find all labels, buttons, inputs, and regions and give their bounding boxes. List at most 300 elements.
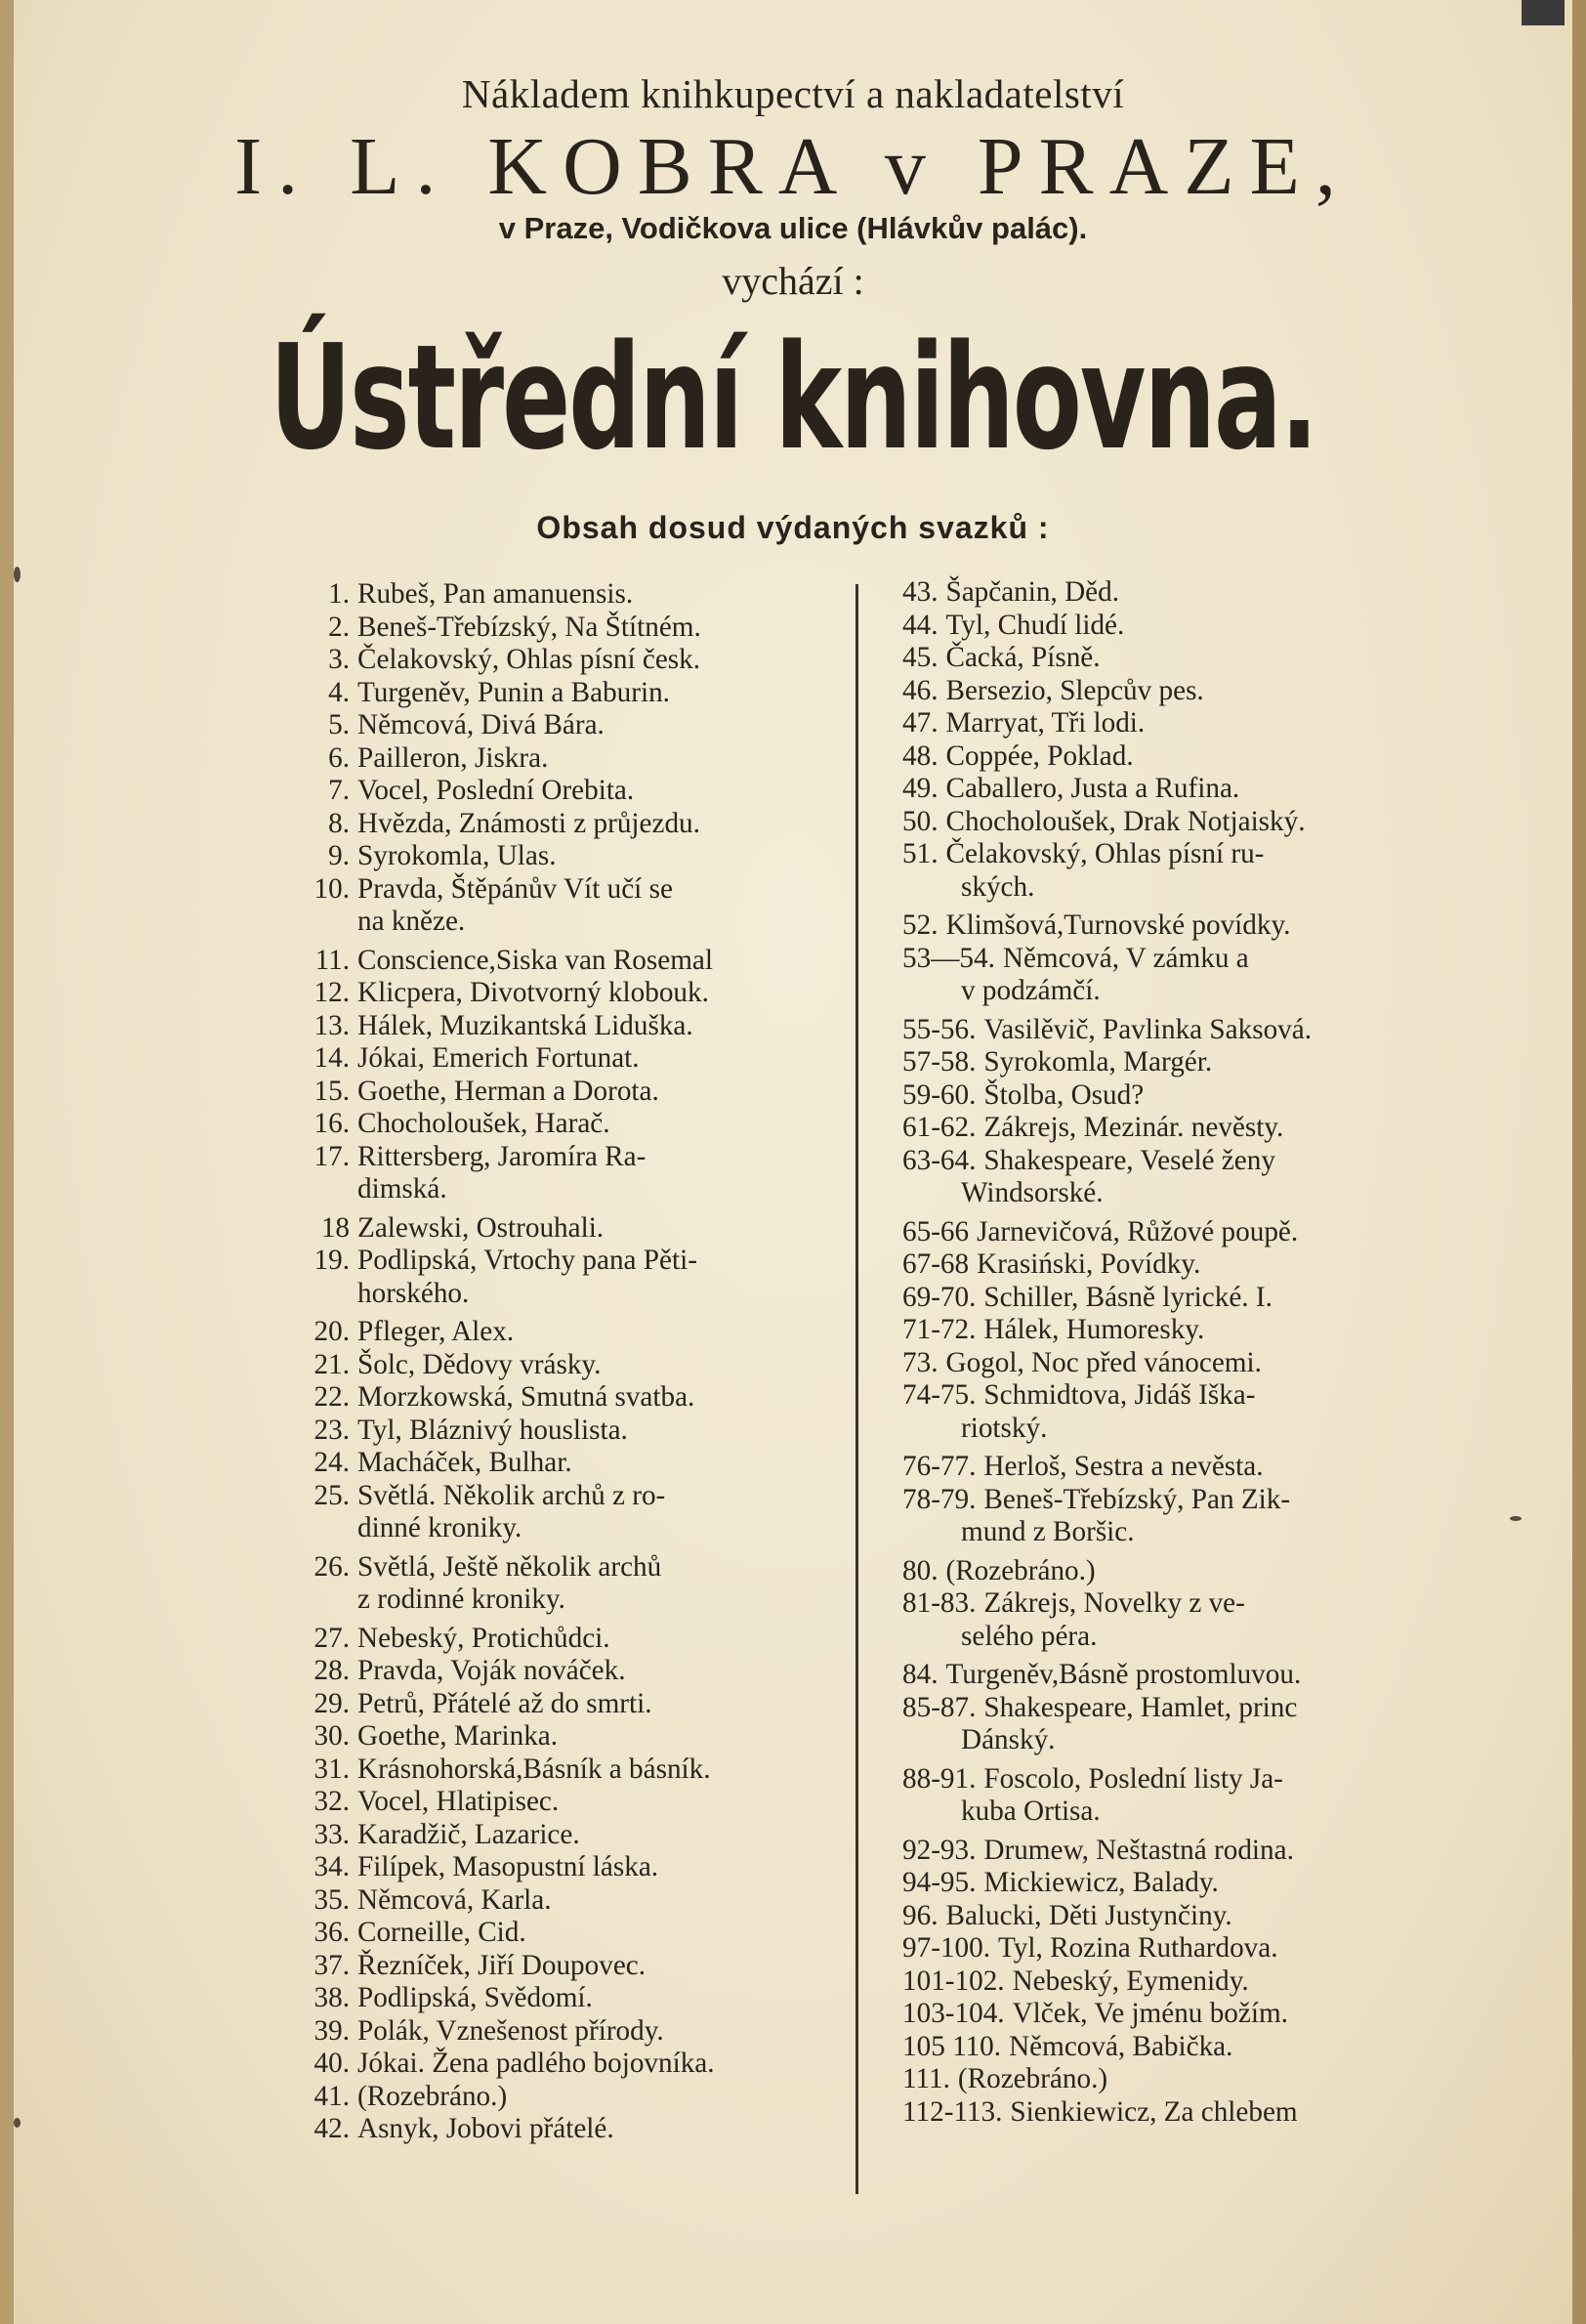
volume-entry: [902, 1314, 1420, 1347]
volume-title: Pravda, Štěpánův Vít učí se: [357, 872, 673, 905]
volume-number: 22.: [313, 1381, 350, 1413]
volume-entry-line: [293, 1108, 811, 1141]
volume-entry: [293, 2048, 811, 2081]
volume-entry-line: [293, 1623, 811, 1656]
volume-title-continuation: dimská.: [357, 1173, 447, 1204]
volume-entry: [293, 677, 811, 710]
volume-number: 1.: [328, 578, 350, 610]
volume-entry: [293, 1415, 811, 1448]
publishes-label: vychází :: [722, 259, 864, 303]
volume-entry-line: [293, 2081, 811, 2114]
volume-entry-line: [902, 1692, 1420, 1725]
volume-number: 13.: [313, 1009, 350, 1041]
volume-title: Čacká, Písně.: [945, 642, 1101, 673]
volume-title: Světlá. Několik archů z ro-: [357, 1479, 666, 1511]
publisher-address: v Praze, Vodičkova ulice (Hlávkův palác).: [498, 211, 1088, 245]
volume-title: Sienkiewicz, Za chlebem: [1010, 2095, 1298, 2128]
volume-entry-line: [293, 612, 811, 645]
volume-entry-line: [293, 1786, 811, 1819]
volume-entry-line: [902, 2031, 1420, 2064]
volume-entry-line: [902, 1046, 1420, 1079]
volume-entry-line: [902, 909, 1420, 943]
volume-title-continuation: ských.: [961, 870, 1035, 903]
volume-number: 28.: [313, 1655, 350, 1686]
volume-number: 69-70.: [902, 1281, 977, 1313]
volume-number: 30.: [313, 1720, 350, 1752]
volume-entry-line: [902, 1555, 1420, 1588]
volume-entry: [902, 642, 1420, 675]
volume-entry: [293, 945, 811, 978]
volume-entry-line: [902, 675, 1420, 708]
volume-title: Coppée, Poklad.: [945, 739, 1134, 772]
volume-number: 47.: [902, 707, 939, 739]
volume-title: Pfleger, Alex.: [357, 1316, 515, 1347]
volume-title: Šapčanin, Děd.: [945, 576, 1119, 608]
volume-number: 29.: [313, 1687, 350, 1719]
volume-entry-line: [293, 1884, 811, 1918]
volume-title-continuation: Windsorské.: [961, 1177, 1104, 1208]
volume-title: Klimšová,Turnovské povídky.: [945, 909, 1291, 941]
volume-title: Jarnevičová, Růžové poupě.: [977, 1215, 1299, 1247]
volume-title-continuation: z rodinné kroniky.: [357, 1584, 565, 1615]
volume-title: Polák, Vznešenost přírody.: [357, 2014, 664, 2047]
volume-entry-line: [902, 1216, 1420, 1249]
ink-blot: [14, 567, 21, 582]
volume-entry-line: [293, 1917, 811, 1950]
volume-entry: [902, 1587, 1420, 1659]
volume-entry-line: [293, 1381, 811, 1415]
volume-entry-line: [902, 707, 1420, 740]
volume-entry-line: [293, 775, 811, 808]
volume-entry: [293, 2081, 811, 2114]
page-edge-left: [0, 0, 14, 2324]
volume-number: 80.: [902, 1554, 939, 1586]
volume-entry: [902, 1900, 1420, 1933]
volume-title: Krásnohorská,Básník a básník.: [357, 1753, 711, 1785]
volume-number: 50.: [902, 805, 939, 837]
volume-title: Hvězda, Známosti z průjezdu.: [357, 807, 700, 839]
volume-title: Karadžič, Lazarice.: [357, 1818, 580, 1850]
volume-number: 36.: [313, 1917, 350, 1948]
volume-title: Foscolo, Poslední listy Ja-: [983, 1762, 1283, 1795]
volume-number: 12.: [313, 977, 350, 1008]
volume-entry: [293, 1316, 811, 1349]
volume-entry-line: [293, 742, 811, 776]
volume-entry-line: [902, 2063, 1420, 2096]
volume-title: Jókai. Žena padlého bojovníka.: [357, 2048, 715, 2079]
volume-number: 59-60.: [902, 1078, 977, 1111]
volume-entry-line: [902, 1835, 1420, 1868]
volume-entry: [293, 1917, 811, 1950]
volume-title: Schmidtova, Jidáš Iška-: [983, 1379, 1256, 1411]
volume-number: 8.: [328, 807, 350, 839]
volume-number: 15.: [313, 1075, 350, 1107]
publisher-name: I. L. KOBRA v PRAZE,: [234, 121, 1352, 212]
ink-blot: [1510, 1516, 1522, 1521]
right-column: [902, 576, 1420, 2129]
volume-number: 101-102.: [902, 1965, 1005, 1997]
volume-number: 9.: [328, 840, 350, 871]
volume-number: 39.: [313, 2014, 350, 2047]
volume-title: Zákrejs, Novelky z ve-: [983, 1587, 1245, 1619]
volume-entry-line: [902, 1145, 1420, 1178]
page-edge-right: [1572, 0, 1586, 2324]
volume-number: 74-75.: [902, 1379, 977, 1411]
volume-title-continuation: Dánský.: [961, 1724, 1056, 1755]
volume-entry: [902, 1216, 1420, 1249]
volume-entry: [902, 1079, 1420, 1113]
volume-entry-line: [293, 2048, 811, 2081]
volume-entry: [293, 1982, 811, 2015]
volume-entry-line: [902, 1484, 1420, 1517]
volume-title-continuation: dinné kroniky.: [357, 1512, 522, 1543]
volume-entry-line: [293, 2113, 811, 2146]
volume-entry-line: [293, 1720, 811, 1754]
volume-title: Balucki, Děti Justynčiny.: [945, 1899, 1232, 1931]
volume-title: Turgeněv,Básně prostomluvou.: [945, 1659, 1302, 1690]
volume-number: 73.: [902, 1346, 939, 1378]
volume-entry: [902, 1112, 1420, 1145]
volume-entry: [293, 1245, 811, 1316]
volume-entry: [293, 578, 811, 612]
volume-title: Goethe, Marinka.: [357, 1720, 559, 1752]
volume-number: 103-104.: [902, 1998, 1005, 2029]
volume-entry: [902, 838, 1420, 909]
volume-entry-line: [902, 2096, 1420, 2130]
volume-number: 44.: [902, 609, 939, 641]
volume-title: Syrokomla, Margér.: [983, 1046, 1213, 1077]
volume-number: 49.: [902, 773, 939, 804]
volume-entry: [902, 1248, 1420, 1282]
volume-title: Němcová, V zámku a: [1002, 942, 1249, 974]
volume-entry: [902, 1555, 1420, 1588]
volume-number: 19.: [313, 1245, 350, 1276]
volume-entry-line: [293, 1551, 811, 1585]
volume-title: Gogol, Noc před vánocemi.: [945, 1346, 1262, 1378]
volume-entry-line: [902, 1014, 1420, 1047]
volume-entry: [293, 1950, 811, 1983]
volume-entry-line: [902, 642, 1420, 675]
volume-number: 35.: [313, 1883, 350, 1916]
volume-title-continuation: na kněze.: [357, 906, 466, 937]
volume-entry: [293, 1212, 811, 1246]
volume-title: Vlček, Ve jménu božím.: [1012, 1998, 1288, 2029]
volume-entry-line: [902, 1900, 1420, 1933]
volume-number: 3.: [328, 644, 350, 675]
volume-entry-line: [902, 576, 1420, 610]
volume-number: 25.: [313, 1479, 350, 1511]
volume-number: 55-56.: [902, 1013, 977, 1045]
volume-entry-line: [293, 1349, 811, 1382]
volume-entry: [293, 612, 811, 645]
column-divider: [856, 584, 858, 2194]
volume-title: Rittersberg, Jaromíra Ra-: [357, 1140, 647, 1172]
volume-entry: [902, 1379, 1420, 1451]
volume-title: (Rozebráno.): [357, 2080, 508, 2112]
volume-number: 65-66: [902, 1215, 970, 1247]
volume-title-continuation: selého péra.: [961, 1620, 1098, 1652]
volume-title: Petrů, Přátelé až do smrti.: [357, 1687, 652, 1719]
volume-entry-line: [293, 1447, 811, 1480]
volume-number: 111.: [902, 2063, 950, 2094]
volume-number: 21.: [313, 1348, 350, 1380]
volume-title: Chocholoušek, Drak Notjaiský.: [945, 805, 1306, 837]
volume-number: 37.: [313, 1949, 350, 1981]
volume-number: 5.: [328, 709, 350, 740]
volume-entry-line: [293, 1851, 811, 1884]
volume-number: 46.: [902, 674, 939, 706]
volume-title: Macháček, Bulhar.: [357, 1447, 572, 1478]
volume-entry: [902, 1998, 1420, 2031]
volume-entry-line: [902, 773, 1420, 806]
volume-number: 6.: [328, 741, 350, 774]
volume-number: 10.: [313, 872, 350, 905]
volume-entry: [902, 1347, 1420, 1380]
volume-entry-line: [902, 1079, 1420, 1113]
volume-entry-line: [902, 1965, 1420, 1999]
volume-number: 26.: [313, 1550, 350, 1583]
volume-title: Řezníček, Jiří Doupovec.: [357, 1949, 647, 1981]
volume-entry-line: [293, 1415, 811, 1448]
volume-entry: [902, 1835, 1420, 1868]
volume-title: Pravda, Voják nováček.: [357, 1655, 626, 1686]
volume-entry: [293, 1754, 811, 1787]
volume-title: Zalewski, Ostrouhali.: [357, 1211, 605, 1244]
volume-entry-line: [902, 806, 1420, 839]
volume-title: Tyl, Bláznivý houslista.: [357, 1414, 628, 1446]
volume-entry: [902, 1659, 1420, 1692]
volume-entry: [293, 873, 811, 945]
volume-number: 27.: [313, 1622, 350, 1654]
volume-number: 7.: [328, 775, 350, 806]
contents-heading: Obsah dosud výdaných svazků :: [536, 510, 1050, 545]
volume-number: 51.: [902, 838, 939, 869]
volume-number: 40.: [313, 2048, 350, 2079]
volume-title: Nebeský, Protichůdci.: [357, 1622, 610, 1654]
volume-title: Goethe, Herman a Dorota.: [357, 1075, 659, 1107]
volume-number: 31.: [313, 1753, 350, 1785]
volume-title: Vocel, Poslední Orebita.: [357, 775, 635, 806]
volume-number: 2.: [328, 611, 350, 643]
volume-number: 97-100.: [902, 1932, 990, 1964]
volume-title: Tyl, Chudí lidé.: [945, 609, 1125, 641]
volume-title-continuation: horského.: [357, 1277, 470, 1309]
volume-entry-line: [293, 840, 811, 873]
volume-entry: [293, 1447, 811, 1480]
left-column: [293, 578, 811, 2146]
volume-number: 45.: [902, 642, 939, 673]
volume-entry-line: [293, 1480, 811, 1513]
volume-entry-line: [902, 1587, 1420, 1621]
volume-entry-line: [293, 1950, 811, 1983]
volume-entry-line: [293, 1076, 811, 1109]
volume-entry: [293, 2015, 811, 2049]
volume-title: Corneille, Cid.: [357, 1917, 526, 1948]
volume-title: Drumew, Neštastná rodina.: [983, 1834, 1294, 1866]
volume-title: Štolba, Osud?: [983, 1078, 1145, 1111]
volume-entry-line: [902, 610, 1420, 643]
volume-entry: [902, 1046, 1420, 1079]
volume-title: Asnyk, Jobovi přátelé.: [357, 2113, 614, 2144]
volume-number: 76-77.: [902, 1451, 977, 1482]
volume-entry: [293, 1851, 811, 1884]
volume-title: Turgeněv, Punin a Baburin.: [357, 676, 670, 708]
volume-entry-line: [902, 1867, 1420, 1900]
volume-entry-line: [902, 1112, 1420, 1145]
volume-entry: [293, 1786, 811, 1819]
volume-entry-line: [293, 808, 811, 841]
volume-number: 78-79.: [902, 1483, 977, 1515]
volume-entry: [902, 2031, 1420, 2064]
volume-entry-line: [293, 644, 811, 677]
volume-title: Němcová, Divá Bára.: [357, 709, 605, 740]
volume-number: 32.: [313, 1786, 350, 1817]
volume-entry-line: [293, 1010, 811, 1043]
volume-title-continuation: v podzámčí.: [961, 975, 1101, 1006]
volume-entry: [902, 1484, 1420, 1555]
volume-entry: [902, 2063, 1420, 2096]
volume-title-continuation: mund z Boršic.: [961, 1516, 1135, 1547]
volume-title: Podlipská, Svědomí.: [357, 1982, 593, 2013]
volume-number: 92-93.: [902, 1834, 977, 1866]
volume-title: Světlá, Ještě několik archů: [357, 1550, 662, 1583]
volume-title-continuation: riotský.: [961, 1412, 1048, 1444]
volume-entry: [293, 1349, 811, 1382]
volume-entry: [293, 1551, 811, 1623]
volume-entry-line: [293, 709, 811, 742]
volume-title: Zákrejs, Mezinár. nevěsty.: [983, 1112, 1284, 1143]
volume-title: Schiller, Básně lyrické. I.: [983, 1281, 1273, 1313]
volume-entry-line: [293, 1141, 811, 1174]
volume-title: Vocel, Hlatipisec.: [357, 1786, 560, 1817]
volume-entry-line: [293, 1754, 811, 1787]
volume-title: Rubeš, Pan amanuensis.: [357, 578, 634, 610]
volume-title: Herloš, Sestra a nevěsta.: [983, 1451, 1264, 1482]
volume-title: Shakespeare, Hamlet, princ: [983, 1691, 1298, 1723]
volume-title: Čelakovský, Ohlas písní ru-: [945, 838, 1265, 869]
volume-entry-line: [293, 1982, 811, 2015]
volume-number: 94-95.: [902, 1867, 977, 1898]
volume-entry-line: [293, 1212, 811, 1246]
volume-entry: [902, 675, 1420, 708]
volume-number: 11.: [314, 944, 350, 976]
volume-number: 16.: [313, 1108, 350, 1139]
volume-title: Beneš-Třebízský, Na Štítném.: [357, 611, 701, 643]
ink-blot: [14, 2118, 21, 2128]
volume-title: Vasilěvič, Pavlinka Saksová.: [983, 1013, 1313, 1045]
volume-number: 41.: [313, 2080, 350, 2112]
volume-number: 24.: [313, 1447, 350, 1478]
volume-entry: [293, 1076, 811, 1109]
volume-entry-line: [293, 1245, 811, 1278]
library-title: Ústřední knihovna.: [269, 314, 1317, 482]
volume-entry: [293, 1884, 811, 1918]
volume-number: 53—54.: [902, 942, 995, 974]
volume-entry-line: [293, 977, 811, 1010]
volume-entry-line: [902, 1932, 1420, 1965]
corner-mark: [1522, 0, 1565, 25]
volume-entry: [902, 610, 1420, 643]
volume-number: 84.: [902, 1659, 939, 1690]
volume-entry: [293, 709, 811, 742]
volume-title: (Rozebráno.): [957, 2063, 1108, 2094]
volume-entry: [293, 644, 811, 677]
volume-entry: [902, 1692, 1420, 1763]
volume-entry: [293, 840, 811, 873]
volume-title: Marryat, Tři lodi.: [945, 707, 1146, 739]
volume-entry: [902, 1965, 1420, 1999]
volume-title: Mickiewicz, Balady.: [983, 1867, 1219, 1898]
volume-entry: [293, 1480, 811, 1551]
volume-number: 52.: [902, 909, 939, 941]
volume-entry-line: [902, 1248, 1420, 1282]
volume-entry-line: [902, 740, 1420, 774]
volume-entry: [293, 1108, 811, 1141]
volume-number: 112-113.: [902, 2095, 1003, 2128]
volume-entry: [902, 943, 1420, 1014]
volume-title: Syrokomla, Ulas.: [357, 840, 557, 871]
volume-number: 34.: [313, 1851, 350, 1882]
volume-entry-line: [293, 677, 811, 710]
volume-entry: [902, 1145, 1420, 1216]
volume-title: Klicpera, Divotvorný klobouk.: [357, 977, 709, 1008]
volume-title-continuation: kuba Ortisa.: [961, 1796, 1101, 1827]
volume-number: 23.: [313, 1414, 350, 1446]
volume-title: Nebeský, Eymenidy.: [1012, 1965, 1249, 1997]
volume-entry: [293, 2113, 811, 2146]
volume-title: Němcová, Karla.: [357, 1883, 552, 1916]
volume-entry-line: [293, 2015, 811, 2049]
volume-entry: [293, 1720, 811, 1754]
publisher-line: Nákladem knihkupectví a nakladatelství: [461, 71, 1125, 116]
volume-title: Němcová, Babička.: [1009, 2030, 1233, 2062]
volume-number: 4.: [328, 676, 350, 708]
volume-entry-line: [293, 1042, 811, 1076]
volume-title: Conscience,Siska van Rosemal: [357, 944, 713, 976]
volume-number: 57-58.: [902, 1046, 977, 1077]
volume-number: 48.: [902, 739, 939, 772]
volume-entry-line: [902, 838, 1420, 871]
volume-entry: [293, 977, 811, 1010]
volume-entry: [293, 808, 811, 841]
volume-number: 33.: [313, 1818, 350, 1850]
volume-number: 71-72.: [902, 1314, 977, 1345]
volume-title: Filípek, Masopustní láska.: [357, 1851, 659, 1882]
volume-entry-line: [293, 1688, 811, 1721]
volume-entry: [902, 1282, 1420, 1315]
volume-title: Shakespeare, Veselé ženy: [983, 1144, 1275, 1176]
volume-entry: [293, 1042, 811, 1076]
volume-title: Pailleron, Jiskra.: [357, 741, 549, 774]
volume-entry: [293, 775, 811, 808]
volume-entry-line: [902, 1282, 1420, 1315]
volume-number: 61-62.: [902, 1112, 977, 1143]
volume-entry: [293, 1010, 811, 1043]
volume-title: Hálek, Muzikantská Liduška.: [357, 1009, 693, 1041]
volume-number: 14.: [313, 1042, 350, 1074]
volume-entry: [293, 1623, 811, 1656]
volume-entry: [902, 576, 1420, 610]
volume-number: 43.: [902, 576, 939, 608]
volume-number: 81-83.: [902, 1587, 977, 1619]
volume-entry: [902, 1932, 1420, 1965]
volume-entry: [902, 707, 1420, 740]
volume-entry: [902, 806, 1420, 839]
volume-number: 88-91.: [902, 1762, 977, 1795]
volume-entry-line: [293, 1655, 811, 1688]
volume-entry: [293, 1819, 811, 1852]
volume-entry: [902, 773, 1420, 806]
